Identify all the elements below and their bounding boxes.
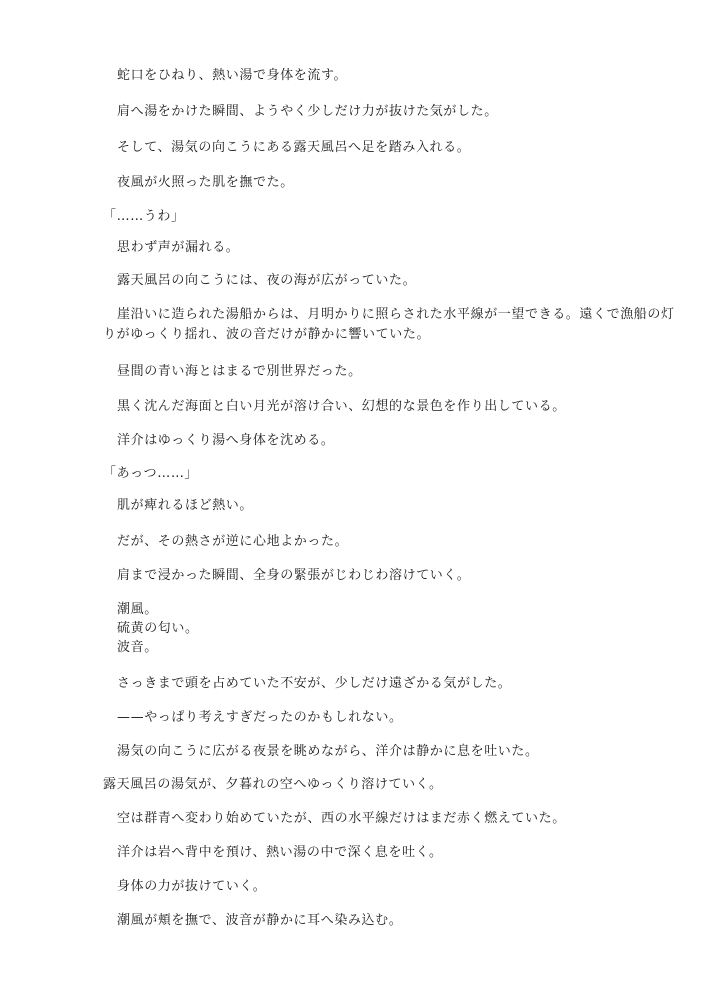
paragraph-line: 露天風呂の向こうには、夜の海が広がっていた。 [117, 273, 417, 288]
paragraph-line: 潮風が頬を撫で、波音が静かに耳へ染み込む。 [117, 913, 403, 928]
paragraph-line: 洋介はゆっくり湯へ身体を沈める。 [117, 433, 335, 448]
paragraph-line: 波音。 [117, 640, 158, 655]
paragraph-line: 思わず声が漏れる。 [117, 240, 240, 255]
paragraph-line: 黒く沈んだ海面と白い月光が溶け合い、幻想的な景色を作り出している。 [117, 399, 566, 414]
paragraph-line: 湯気の向こうに広がる夜景を眺めながら、洋介は静かに息を吐いた。 [117, 744, 539, 759]
paragraph-line: さっきまで頭を占めていた不安が、少しだけ遠ざかる気がした。 [117, 676, 512, 691]
paragraph-line: 潮風。 [117, 602, 158, 617]
paragraph-line: 洋介は岩へ背中を預け、熱い湯の中で深く息を吐く。 [117, 845, 443, 860]
paragraph-line: 硫黄の匂い。 [117, 621, 199, 636]
paragraph-line: ——やっぱり考えすぎだったのかもしれない。 [117, 710, 403, 725]
paragraph-line: 肌が痺れるほど熱い。 [117, 498, 254, 513]
paragraph-line: 崖沿いに造られた湯船からは、月明かりに照らされた水平線が一望できる。遠くで漁船の灯 [117, 307, 675, 322]
paragraph-line: 身体の力が抜けていく。 [117, 879, 267, 894]
paragraph-line: 空は群青へ変わり始めていたが、西の水平線だけはまだ赤く燃えていた。 [117, 811, 566, 826]
paragraph-line-continued: りがゆっくり揺れ、波の音だけが静かに響いていた。 [103, 327, 431, 342]
paragraph-line: だが、その熱さが逆に心地よかった。 [117, 534, 349, 549]
paragraph-line: 肩へ湯をかけた瞬間、ようやく少しだけ力が抜けた気がした。 [117, 104, 498, 119]
paragraph-line: 肩まで浸かった瞬間、全身の緊張がじわじわ溶けていく。 [117, 568, 471, 583]
paragraph-line: 昼間の青い海とはまるで別世界だった。 [117, 364, 362, 379]
dialogue-line: 「……うわ」 [103, 209, 185, 224]
dialogue-line: 「あっつ……」 [103, 466, 199, 481]
paragraph-line: 夜風が火照った肌を撫でた。 [117, 175, 294, 190]
paragraph-line: そして、湯気の向こうにある露天風呂へ足を踏み入れる。 [117, 140, 471, 155]
paragraph-line: 蛇口をひねり、熱い湯で身体を流す。 [117, 68, 348, 83]
paragraph-line: 露天風呂の湯気が、夕暮れの空へゆっくり溶けていく。 [103, 777, 443, 792]
